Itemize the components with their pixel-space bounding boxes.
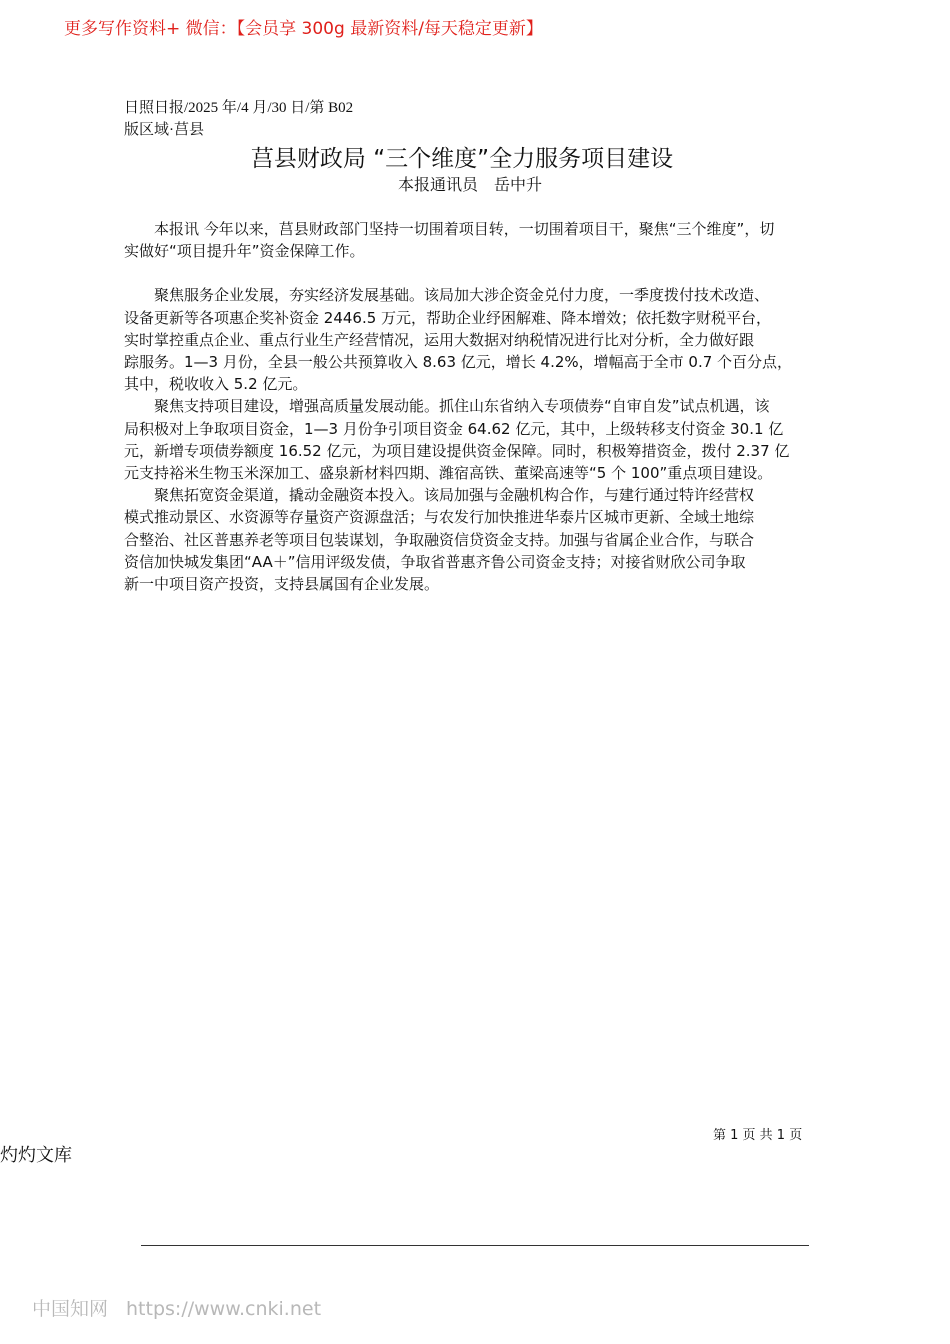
cnki-url[interactable]: https://www.cnki.net: [126, 1298, 322, 1320]
paragraph-line: 聚焦支持项目建设，增强高质量发展动能。抓住山东省纳入专项债券“自审自发”试点机遇，该: [124, 397, 770, 416]
paragraph-line: 设备更新等各项惠企奖补资金 2446.5 万元，帮助企业纾困解难、降本增效；依托数字财税平台，: [124, 308, 772, 327]
promo-banner: 更多写作资料+ 微信：【会员享 300g 最新资料/每天稳定更新】: [64, 19, 543, 39]
paragraph-line: 本报讯 今年以来，莒县财政部门坚持一切围着项目转，一切围着项目干，聚焦“三个维度”，切: [124, 220, 775, 238]
page-number: 第 1 页 共 1 页: [713, 1128, 803, 1143]
paragraph: [124, 395, 844, 484]
article-byline: 本报通讯员 岳中升: [397, 175, 542, 194]
paragraph-line: 模式推动景区、水资源等存量资产资源盘活；与农发行加快推进华泰片区城市更新、全域土地综: [124, 508, 755, 527]
library-watermark: 灼灼文库: [0, 1145, 72, 1166]
paragraph-line: 新一中项目资产投资，支持县属国有企业发展。: [124, 575, 440, 594]
paragraph-line: 聚焦服务企业发展，夯实经济发展基础。该局加大涉企资金兑付力度，一季度拨付技术改造、: [124, 286, 770, 305]
paragraph-line: 其中，税收收入 5.2 亿元。: [124, 375, 308, 394]
paragraph-line: 聚焦拓宽资金渠道，撬动金融资本投入。该局加强与金融机构合作，与建行通过特许经营权: [124, 486, 755, 505]
spacer: [124, 262, 844, 284]
paragraph: [124, 218, 844, 262]
paragraph-line: 元支持裕米生物玉米深加工、盛泉新材料四期、潍宿高铁、董梁高速等“5 个 100”重点项目建设。: [124, 464, 773, 483]
paragraph: [124, 484, 844, 595]
article-title: 莒县财政局 “三个维度”全力服务项目建设: [250, 146, 674, 172]
paragraph-line: 局积极对上争取项目资金，1—3 月份争引项目资金 64.62 亿元，其中，上级转移支付资金 30.1 亿: [124, 419, 784, 438]
paragraph-line: 合整治、社区普惠养老等项目包装谋划，争取融资信贷资金支持。加强与省属企业合作，与联合: [124, 530, 755, 549]
paragraph-line: 踪服务。1—3 月份，全县一般公共预算收入 8.63 亿元，增长 4.2%，增幅高于全市 0.7 个百分点，: [124, 353, 793, 372]
footer-divider: [141, 1245, 809, 1246]
cnki-brand: 中国知网: [32, 1298, 109, 1320]
article-body: [124, 218, 844, 595]
paragraph-line: 实做好“项目提升年”资金保障工作。: [124, 242, 365, 261]
source-line: 日照日报/2025 年/4 月/30 日/第 B02: [124, 100, 354, 116]
paragraph-line: 实时掌控重点企业、重点行业生产经营情况，运用大数据对纳税情况进行比对分析，全力做好跟: [124, 330, 755, 349]
paragraph: [124, 284, 844, 395]
source-section: 版区域·莒县: [124, 122, 204, 138]
paragraph-line: 资信加快城发集团“AA＋”信用评级发债，争取省普惠齐鲁公司资金支持；对接省财欣公司争取: [124, 552, 746, 571]
paragraph-line: 元，新增专项债券额度 16.52 亿元，为项目建设提供资金保障。同时，积极筹措资金，拨付 2.37 亿: [124, 441, 790, 460]
cnki-footer: [32, 1294, 339, 1321]
